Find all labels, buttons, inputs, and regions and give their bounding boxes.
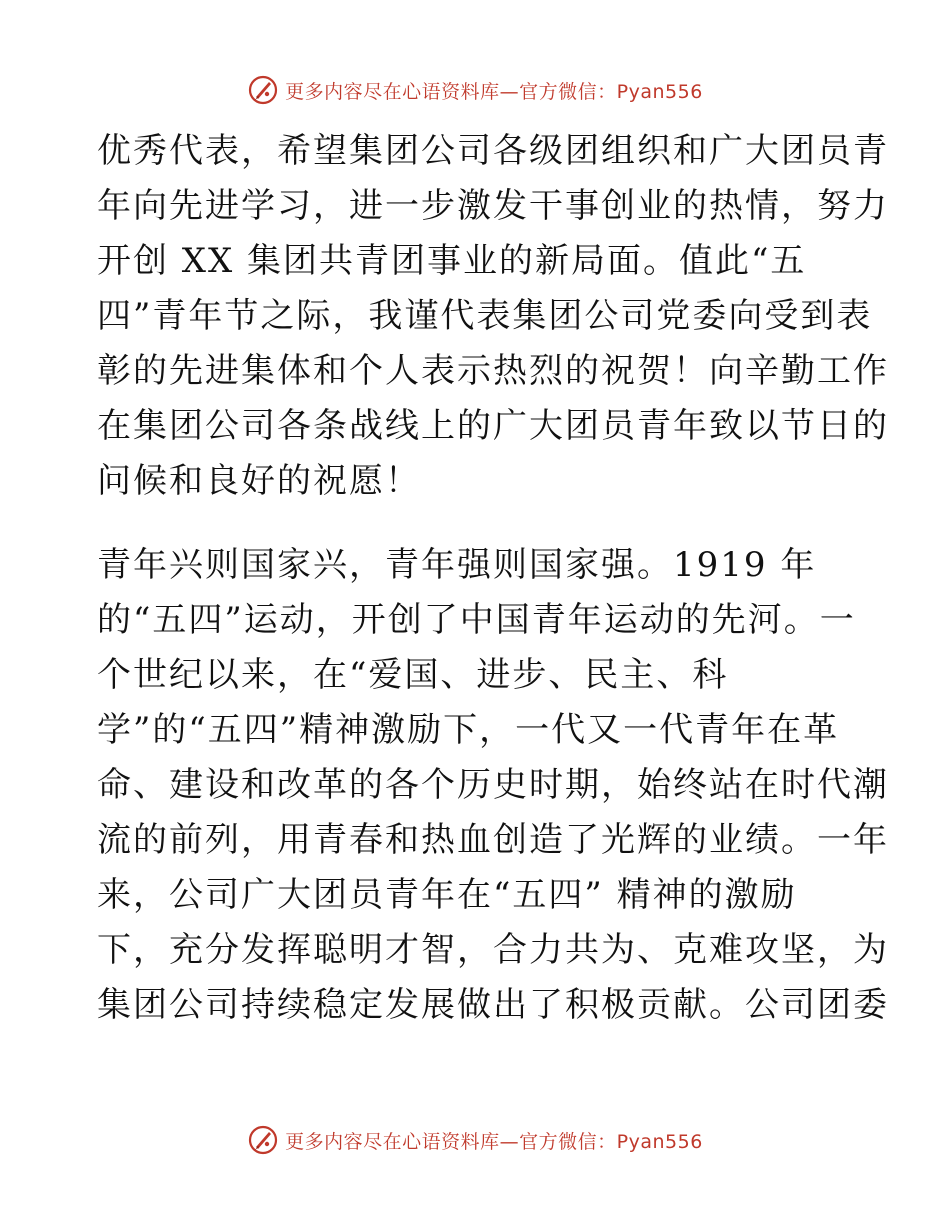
text-line: 流的前列，用青春和热血创造了光辉的业绩。一年 [97,820,889,860]
text-line: 的“五四”运动，开创了中国青年运动的先河。一 [97,600,856,640]
text-line: 年向先进学习，进一步激发干事创业的热情，努力 [97,186,889,226]
text-line: 下，充分发挥聪明才智，合力共为、克难攻坚，为 [97,930,889,970]
quill-pen-logo-icon [247,1124,279,1156]
footer-watermark [0,1120,950,1160]
text-line: 优秀代表，希望集团公司各级团组织和广大团员青 [97,131,889,171]
footer-watermark-text: 更多内容尽在心语资料库—官方微信：Pyan556 [285,1130,703,1153]
text-line: 命、建设和改革的各个历史时期，始终站在时代潮 [97,765,889,805]
paragraph [97,538,889,1033]
paragraph [97,124,889,509]
header-watermark-text: 更多内容尽在心语资料库—官方微信：Pyan556 [285,80,703,103]
paragraph-gap [97,509,857,538]
quill-pen-logo-icon [247,74,279,106]
text-line: 开创 XX 集团共青团事业的新局面。值此“五 [97,241,807,281]
text-line: 彰的先进集体和个人表示热烈的祝贺！向辛勤工作 [97,351,889,391]
text-line: 学”的“五四”精神激励下，一代又一代青年在革 [97,710,840,750]
header-watermark [0,70,950,110]
text-line: 在集团公司各条战线上的广大团员青年致以节日的 [97,406,889,446]
text-line: 青年兴则国家兴，青年强则国家强。1919 年 [97,545,817,585]
text-line: 问候和良好的祝愿！ [97,461,421,501]
document-body [97,124,889,1033]
text-line: 个世纪以来，在“爱国、进步、民主、科 [97,655,729,695]
text-line: 来，公司广大团员青年在“五四” 精神的激励 [97,875,797,915]
text-line: 四”青年节之际，我谨代表集团公司党委向受到表 [97,296,873,336]
text-line: 集团公司持续稳定发展做出了积极贡献。公司团委 [97,985,889,1025]
